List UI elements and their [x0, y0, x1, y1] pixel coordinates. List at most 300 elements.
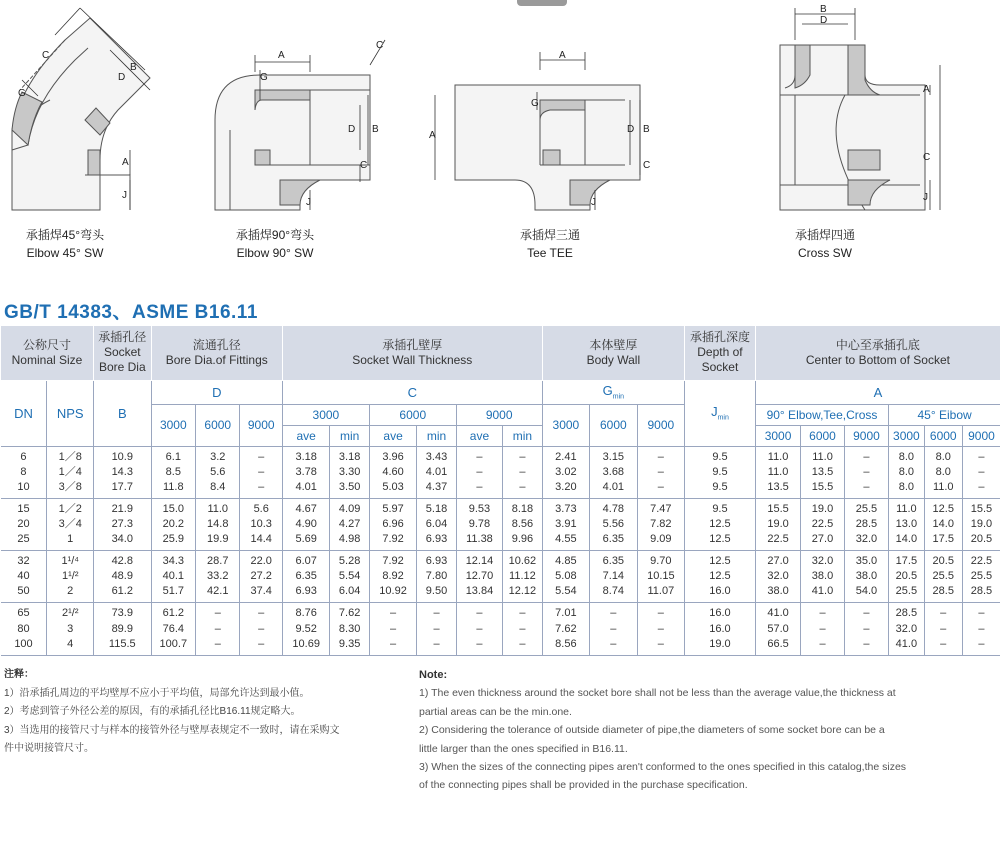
table-cell: 20.5	[889, 569, 924, 584]
header-d-6000: 6000	[196, 404, 240, 446]
header-d-9000: 9000	[240, 404, 282, 446]
caption-en: Cross SW	[798, 246, 852, 260]
table-cell: 7.01	[542, 603, 589, 622]
caption-en: Elbow 90° SW	[236, 246, 314, 260]
table-cell: 2¹/²	[47, 603, 94, 622]
table-cell: 11.38	[456, 532, 502, 551]
table-cell: –	[844, 603, 888, 622]
header-g-6000: 6000	[590, 404, 637, 446]
table-cell: 6.07	[282, 551, 329, 570]
caption-cn: 承插焊四通	[794, 228, 855, 242]
table-cell: 3.50	[330, 480, 369, 499]
dimension-table	[0, 326, 1000, 656]
table-cell: 41.0	[889, 637, 924, 656]
table-cell: 15.5	[755, 498, 800, 517]
table-cell: 9.96	[503, 532, 542, 551]
table-row	[1, 498, 1000, 517]
table-cell: 51.7	[151, 584, 195, 603]
table-cell: 6.35	[590, 532, 637, 551]
table-cell: –	[801, 621, 844, 636]
table-cell: 12.14	[456, 551, 502, 570]
table-cell: 19.9	[196, 532, 240, 551]
table-cell: 25	[1, 532, 47, 551]
caption	[220, 226, 330, 262]
table-cell: 3.20	[542, 480, 589, 499]
caption	[10, 226, 120, 262]
table-cell: 1¹/²	[47, 569, 94, 584]
table-cell: –	[962, 465, 1000, 480]
table-cell: 3.18	[282, 446, 329, 465]
note-cn-item: 2）考虑到管子外径公差的原因，有的承插孔径比B16.11规定略大。	[4, 706, 301, 717]
dim-label: A	[923, 84, 930, 95]
header-a45-9000: 9000	[962, 425, 1000, 446]
header-text: 本体壁厚	[589, 337, 638, 352]
table-cell: 8.76	[282, 603, 329, 622]
table-cell: 12.5	[924, 498, 962, 517]
table-cell: 22.0	[240, 551, 282, 570]
caption-cn: 承插焊45°弯头	[25, 228, 105, 242]
dim-label: J	[923, 192, 928, 203]
dim-label: J	[122, 190, 127, 201]
header-j	[685, 380, 756, 446]
table-cell: –	[962, 621, 1000, 636]
dim-label: G	[260, 72, 268, 83]
table-cell: 32.0	[801, 551, 844, 570]
table-cell: 8.56	[542, 637, 589, 656]
table-cell: –	[196, 603, 240, 622]
table-cell: 9.52	[282, 621, 329, 636]
table-cell: 27.3	[93, 517, 151, 532]
standard-title: GB/T 14383、ASME B16.11	[4, 302, 258, 323]
table-cell: 41.0	[801, 584, 844, 603]
header-socket-bore-dia	[93, 326, 151, 380]
table-cell: –	[240, 603, 282, 622]
dim-label: A	[559, 50, 566, 61]
dim-label: D	[118, 72, 126, 83]
table-cell: 4.37	[417, 480, 456, 499]
table-cell: –	[369, 621, 416, 636]
header-text: Nominal Size	[11, 352, 83, 367]
note-cn-item: 件中说明接管尺寸。	[4, 743, 94, 754]
table-cell: 22.5	[755, 532, 800, 551]
table-cell: 1／2	[47, 498, 94, 517]
diagram-cross	[730, 0, 1000, 270]
caption	[495, 226, 605, 262]
table-cell: –	[590, 621, 637, 636]
dim-label: C	[923, 152, 931, 163]
header-min: min	[417, 425, 456, 446]
table-cell: –	[590, 637, 637, 656]
header-c-3000: 3000	[282, 404, 369, 425]
table-cell: 8.92	[369, 569, 416, 584]
table-cell: 27.2	[240, 569, 282, 584]
table-cell: 10.9	[93, 446, 151, 465]
table-cell: 8.56	[503, 517, 542, 532]
table-cell: 16.0	[685, 584, 756, 603]
table-cell: 54.0	[844, 584, 888, 603]
table-cell: 11.0	[889, 498, 924, 517]
dim-label: B	[643, 124, 650, 135]
note-cn-item: 3）当选用的接管尺寸与样本的接管外径与壁厚表规定不一致时，请在采购文	[4, 724, 340, 736]
table-cell: 10.92	[369, 584, 416, 603]
table-cell: –	[240, 465, 282, 480]
table-cell: 14.8	[196, 517, 240, 532]
table-cell: 5.54	[330, 569, 369, 584]
table-cell: –	[503, 446, 542, 465]
caption-en: Tee TEE	[527, 246, 573, 260]
table-row	[1, 480, 1000, 499]
table-cell: 11.0	[755, 446, 800, 465]
table-cell: 8.4	[196, 480, 240, 499]
note-en-item: little larger than the ones specified in B16.11.	[419, 742, 628, 755]
header-nominal-size	[1, 326, 94, 380]
dim-label: C	[376, 40, 384, 51]
table-cell: –	[503, 480, 542, 499]
table-cell: 32.0	[889, 621, 924, 636]
header-text: Bore Dia.of Fittings	[165, 352, 268, 367]
table-cell: 27.0	[755, 551, 800, 570]
note-en-item: 3) When the sizes of the connecting pipes aren't conformed to the ones specified in this catalog,the sizes	[419, 761, 907, 774]
table-row	[1, 637, 1000, 656]
table-cell: 28.5	[889, 603, 924, 622]
table-cell: 3.68	[590, 465, 637, 480]
table-cell: 11.0	[801, 446, 844, 465]
dim-label: D	[348, 124, 356, 135]
table-cell: 11.0	[924, 480, 962, 499]
table-cell: 5.97	[369, 498, 416, 517]
table-cell: 100	[1, 637, 47, 656]
table-cell: 7.80	[417, 569, 456, 584]
table-cell: –	[962, 480, 1000, 499]
dim-label: A	[122, 157, 129, 168]
table-cell: 28.5	[924, 584, 962, 603]
table-cell: 11.0	[755, 465, 800, 480]
table-cell: 3／8	[47, 480, 94, 499]
table-cell: 4.09	[330, 498, 369, 517]
header-min: min	[503, 425, 542, 446]
sym-j: J	[711, 404, 718, 420]
notes-cn-title: 注释：	[4, 669, 34, 680]
table-cell: 8.0	[889, 480, 924, 499]
table-cell: 4.85	[542, 551, 589, 570]
table-cell: 38.0	[755, 584, 800, 603]
table-cell: 4.78	[590, 498, 637, 517]
table-row	[1, 621, 1000, 636]
table-row	[1, 569, 1000, 584]
table-cell: 28.7	[196, 551, 240, 570]
table-cell: 76.4	[151, 621, 195, 636]
table-cell: 16.0	[685, 621, 756, 636]
table-cell: 3	[47, 621, 94, 636]
table-cell: 6.93	[417, 532, 456, 551]
diagram-tee	[425, 0, 665, 270]
table-cell: 115.5	[93, 637, 151, 656]
header-ave: ave	[369, 425, 416, 446]
table-cell: 13.5	[755, 480, 800, 499]
table-cell: 66.5	[755, 637, 800, 656]
table-row	[1, 465, 1000, 480]
table-cell: –	[962, 603, 1000, 622]
table-cell: 37.4	[240, 584, 282, 603]
table-cell: 19.0	[962, 517, 1000, 532]
table-row	[1, 446, 1000, 465]
table-cell: 35.0	[844, 551, 888, 570]
table-cell: 17.5	[889, 551, 924, 570]
header-center-bottom	[755, 326, 1000, 380]
table-cell: 9.53	[456, 498, 502, 517]
table-cell: 25.9	[151, 532, 195, 551]
header-dn: DN	[1, 380, 47, 446]
header-text: 中心至承插孔底	[835, 337, 920, 352]
table-cell: 9.50	[417, 584, 456, 603]
table-body	[1, 446, 1000, 655]
table-cell: 4.01	[417, 465, 456, 480]
table-cell: 8.18	[503, 498, 542, 517]
table-cell: 34.0	[93, 532, 151, 551]
table-cell: 13.84	[456, 584, 502, 603]
header-a-6000: 6000	[801, 425, 844, 446]
header-text: 公称尺寸	[22, 337, 71, 352]
dim-label: J	[306, 197, 311, 208]
table-cell: 11.8	[151, 480, 195, 499]
table-cell: 1／4	[47, 465, 94, 480]
table-cell: 3.30	[330, 465, 369, 480]
table-cell: –	[503, 465, 542, 480]
table-cell: –	[503, 603, 542, 622]
table-cell: –	[844, 446, 888, 465]
table-cell: –	[844, 465, 888, 480]
table-cell: –	[456, 480, 502, 499]
header-a45-3000: 3000	[889, 425, 924, 446]
table-cell: 6.35	[590, 551, 637, 570]
table-row	[1, 584, 1000, 603]
header-sym-c: C	[282, 380, 542, 404]
table-cell: 11.12	[503, 569, 542, 584]
header-b: B	[93, 380, 151, 446]
table-cell: 7.47	[637, 498, 685, 517]
dim-label: A	[429, 130, 436, 141]
header-a-9000: 9000	[844, 425, 888, 446]
table-cell: 38.0	[844, 569, 888, 584]
table-cell: 11.07	[637, 584, 685, 603]
table-cell: 3.78	[282, 465, 329, 480]
table-cell: 5.54	[542, 584, 589, 603]
table-cell: 4.60	[369, 465, 416, 480]
header-text: Bore Dia	[98, 360, 146, 375]
table-cell: –	[637, 621, 685, 636]
header-min: min	[330, 425, 369, 446]
table-cell: 3.91	[542, 517, 589, 532]
table-cell: 25.5	[924, 569, 962, 584]
table-cell: 12.5	[685, 532, 756, 551]
table-cell: 12.5	[685, 551, 756, 570]
table-cell: 10.3	[240, 517, 282, 532]
table-cell: 20.2	[151, 517, 195, 532]
table-cell: 1¹/⁴	[47, 551, 94, 570]
header-elbow-45: 45° Eibow	[889, 404, 1000, 425]
header-sym-d: D	[151, 380, 282, 404]
table-cell: 73.9	[93, 603, 151, 622]
table-cell: 80	[17, 622, 30, 635]
table-cell: 4.27	[330, 517, 369, 532]
note-en-item: of the connecting pipes shall be provided in the purchase specification.	[419, 779, 748, 792]
table-cell: 3.73	[542, 498, 589, 517]
table-cell: 9.09	[637, 532, 685, 551]
table-cell: –	[240, 637, 282, 656]
table-cell: 8.0	[924, 465, 962, 480]
table-cell: 9.5	[685, 480, 756, 499]
table-cell: 89.9	[93, 621, 151, 636]
table-cell: –	[637, 446, 685, 465]
table-cell: 6	[20, 450, 27, 463]
table-cell: –	[196, 637, 240, 656]
table-cell: 4.98	[330, 532, 369, 551]
table-cell: 3.02	[542, 465, 589, 480]
header-text: Socket Wall Thickness	[352, 352, 473, 367]
table-cell: 25.5	[844, 498, 888, 517]
table-cell: 6.04	[330, 584, 369, 603]
table-cell: 3／4	[47, 517, 94, 532]
dim-label: D	[820, 15, 828, 26]
table-cell: 10	[1, 480, 47, 499]
sym-g: G	[602, 383, 613, 399]
table-cell: 15.5	[801, 480, 844, 499]
table-cell: 7.14	[590, 569, 637, 584]
table-cell: 25.5	[962, 569, 1000, 584]
table-cell: 2	[47, 584, 94, 603]
header-depth-socket	[685, 326, 756, 380]
table-cell: 2.41	[542, 446, 589, 465]
header-text: 承插孔壁厚	[382, 337, 443, 352]
cross-drawing	[730, 0, 1000, 225]
table-cell: 41.0	[755, 603, 800, 622]
table-cell: 6.35	[282, 569, 329, 584]
table-cell: 100.7	[151, 637, 195, 656]
note-en-item: 1) The even thickness around the socket bore shall not be less than the average value,the thickness at	[419, 687, 896, 700]
table-cell: 7.92	[369, 532, 416, 551]
table-cell: 34.3	[151, 551, 195, 570]
header-d-3000: 3000	[151, 404, 195, 446]
table-cell: –	[924, 603, 962, 622]
table-cell: 42.8	[93, 551, 151, 570]
table-cell: 9.70	[637, 551, 685, 570]
table-cell: 61.2	[93, 584, 151, 603]
header-g-9000: 9000	[637, 404, 685, 446]
table-cell: 22.5	[962, 551, 1000, 570]
caption-cn: 承插焊90°弯头	[235, 228, 315, 242]
note-cn-item: 1）沿承插孔周边的平均壁厚不应小于平均值，局部允许达到最小值。	[4, 687, 310, 699]
table-cell: 5.08	[542, 569, 589, 584]
table-cell: –	[417, 637, 456, 656]
table-cell: 8.0	[924, 446, 962, 465]
table-row	[1, 532, 1000, 551]
dim-label: C	[42, 50, 50, 61]
table-cell: 28.5	[844, 517, 888, 532]
dim-label: C	[360, 160, 368, 171]
table-cell: –	[590, 603, 637, 622]
dim-label: B	[372, 124, 379, 135]
diagram-elbow-90	[200, 0, 390, 270]
sym-j-sub: min	[717, 414, 729, 422]
table-cell: 8.5	[151, 465, 195, 480]
table-cell: 13.5	[801, 465, 844, 480]
table-cell: 20.5	[962, 532, 1000, 551]
table-cell: –	[417, 603, 456, 622]
table-cell: –	[801, 603, 844, 622]
table-cell: 32.0	[844, 532, 888, 551]
table-cell: 42.1	[196, 584, 240, 603]
table-cell: 6.96	[369, 517, 416, 532]
dim-label: C	[643, 160, 651, 171]
header-g-3000: 3000	[542, 404, 589, 446]
dim-label: G	[18, 88, 26, 99]
table-cell: 4.90	[282, 517, 329, 532]
table-cell: 6.93	[282, 584, 329, 603]
table-cell: 4	[47, 637, 94, 656]
table-cell: 5.03	[369, 480, 416, 499]
table-cell: 1	[47, 532, 94, 551]
table-cell: 10.69	[282, 637, 329, 656]
table-cell: 5.28	[330, 551, 369, 570]
table-cell: –	[962, 637, 1000, 656]
table-cell: –	[369, 603, 416, 622]
table-cell: 65	[17, 607, 30, 620]
table-cell: 14.3	[93, 465, 151, 480]
caption-en: Elbow 45° SW	[26, 246, 104, 260]
table-cell: 14.4	[240, 532, 282, 551]
table-cell: 3.15	[590, 446, 637, 465]
table-cell: 38.0	[801, 569, 844, 584]
table-cell: 7.62	[542, 621, 589, 636]
table-cell: 15.0	[151, 498, 195, 517]
table-cell: 3.18	[330, 446, 369, 465]
table-cell: –	[844, 637, 888, 656]
table-cell: 5.69	[282, 532, 329, 551]
header-c-9000: 9000	[456, 404, 542, 425]
dim-label: G	[531, 98, 539, 109]
table-cell: 57.0	[755, 621, 800, 636]
dim-label: J	[591, 197, 596, 208]
table-cell: 22.5	[801, 517, 844, 532]
table-cell: 16.0	[685, 603, 756, 622]
header-sym-a: A	[755, 380, 1000, 404]
table-cell: 3.43	[417, 446, 456, 465]
table-cell: 5.18	[417, 498, 456, 517]
header-nps: NPS	[47, 380, 94, 446]
elbow-90-drawing	[200, 0, 390, 225]
table-cell: 33.2	[196, 569, 240, 584]
table-row	[1, 551, 1000, 570]
header-elbow-tee-cross: 90° Elbow,Tee,Cross	[755, 404, 888, 425]
header-a45-6000: 6000	[924, 425, 962, 446]
table-cell: 10.62	[503, 551, 542, 570]
table-cell: 9.5	[685, 465, 756, 480]
table-cell: 20.5	[924, 551, 962, 570]
table-cell: –	[637, 465, 685, 480]
dim-label: B	[130, 62, 137, 73]
header-sym-g	[542, 380, 684, 404]
table-cell: –	[503, 621, 542, 636]
sym-g-sub: min	[612, 393, 625, 401]
table-cell: 4.67	[282, 498, 329, 517]
table-cell: –	[369, 637, 416, 656]
header-body-wall	[542, 326, 684, 380]
table-cell: 19.0	[801, 498, 844, 517]
dim-label: B	[820, 4, 827, 15]
elbow-45-drawing	[0, 0, 180, 225]
table-cell: –	[456, 621, 502, 636]
tee-drawing	[425, 0, 665, 225]
